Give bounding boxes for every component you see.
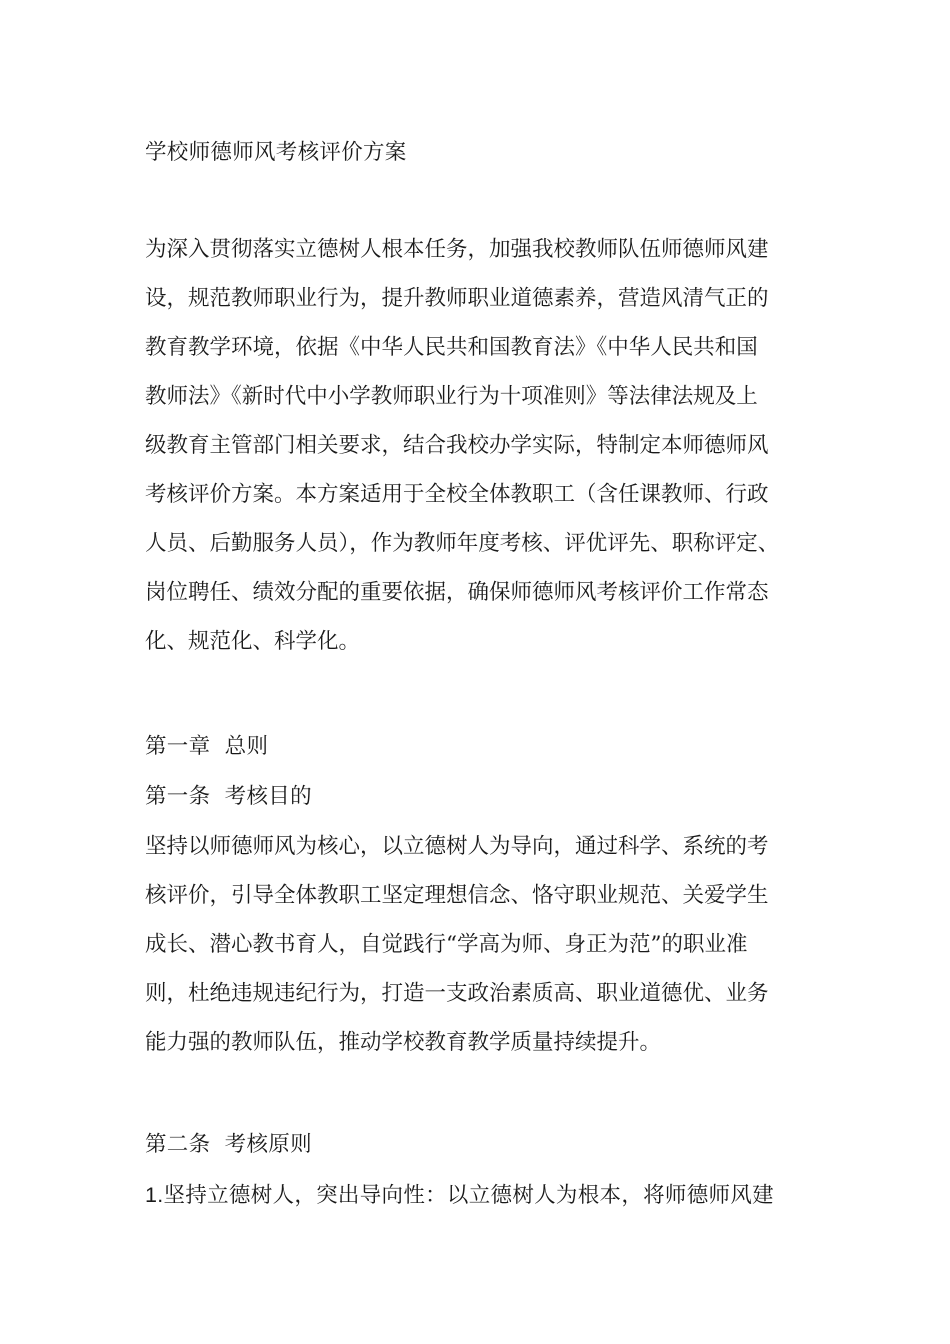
intro-line: 岗位聘任、绩效分配的重要依据，确保师德师风考核评价工作常态 bbox=[145, 580, 769, 605]
article1-line: 成长、潜心教书育人，自觉践行“学高为师、身正为范”的职业准 bbox=[145, 932, 748, 957]
article1-paragraph bbox=[145, 832, 835, 1077]
document-title: 学校师德师风考核评价方案 bbox=[145, 140, 407, 165]
intro-line: 级教育主管部门相关要求，结合我校办学实际，特制定本师德师风 bbox=[145, 433, 769, 458]
article1-line: 则，杜绝违规违纪行为，打造一支政治素质高、职业道德优、业务 bbox=[145, 981, 769, 1006]
intro-line: 化、规范化、科学化。 bbox=[145, 629, 361, 654]
article1-line: 核评价，引导全体教职工坚定理想信念、恪守职业规范、关爱学生 bbox=[145, 883, 769, 908]
chapter-heading: 第一章 总则 bbox=[145, 734, 269, 759]
principle-item bbox=[145, 1180, 835, 1211]
intro-line: 考核评价方案。本方案适用于全校全体教职工（含任课教师、行政 bbox=[145, 482, 769, 507]
article-heading: 第一条 考核目的 bbox=[145, 784, 312, 809]
intro-line: 教育教学环境，依据《中华人民共和国教育法》《中华人民共和国 bbox=[145, 335, 758, 360]
intro-line: 设，规范教师职业行为，提升教师职业道德素养，营造风清气正的 bbox=[145, 286, 769, 311]
principle-text: 坚持立德树人，突出导向性：以立德树人为根本，将师德师风建 bbox=[163, 1183, 774, 1208]
principle-number: 1. bbox=[145, 1183, 164, 1207]
article-heading: 第二条 考核原则 bbox=[145, 1132, 312, 1157]
article1-line: 坚持以师德师风为核心，以立德树人为导向，通过科学、系统的考 bbox=[145, 834, 769, 859]
intro-line: 教师法》《新时代中小学教师职业行为十项准则》等法律法规及上 bbox=[145, 384, 758, 409]
article1-line: 能力强的教师队伍，推动学校教育教学质量持续提升。 bbox=[145, 1030, 662, 1055]
intro-paragraph bbox=[145, 235, 835, 676]
intro-line: 人员、后勤服务人员），作为教师年度考核、评优评先、职称评定、 bbox=[145, 531, 780, 556]
intro-line: 为深入贯彻落实立德树人根本任务，加强我校教师队伍师德师风建 bbox=[145, 237, 769, 262]
